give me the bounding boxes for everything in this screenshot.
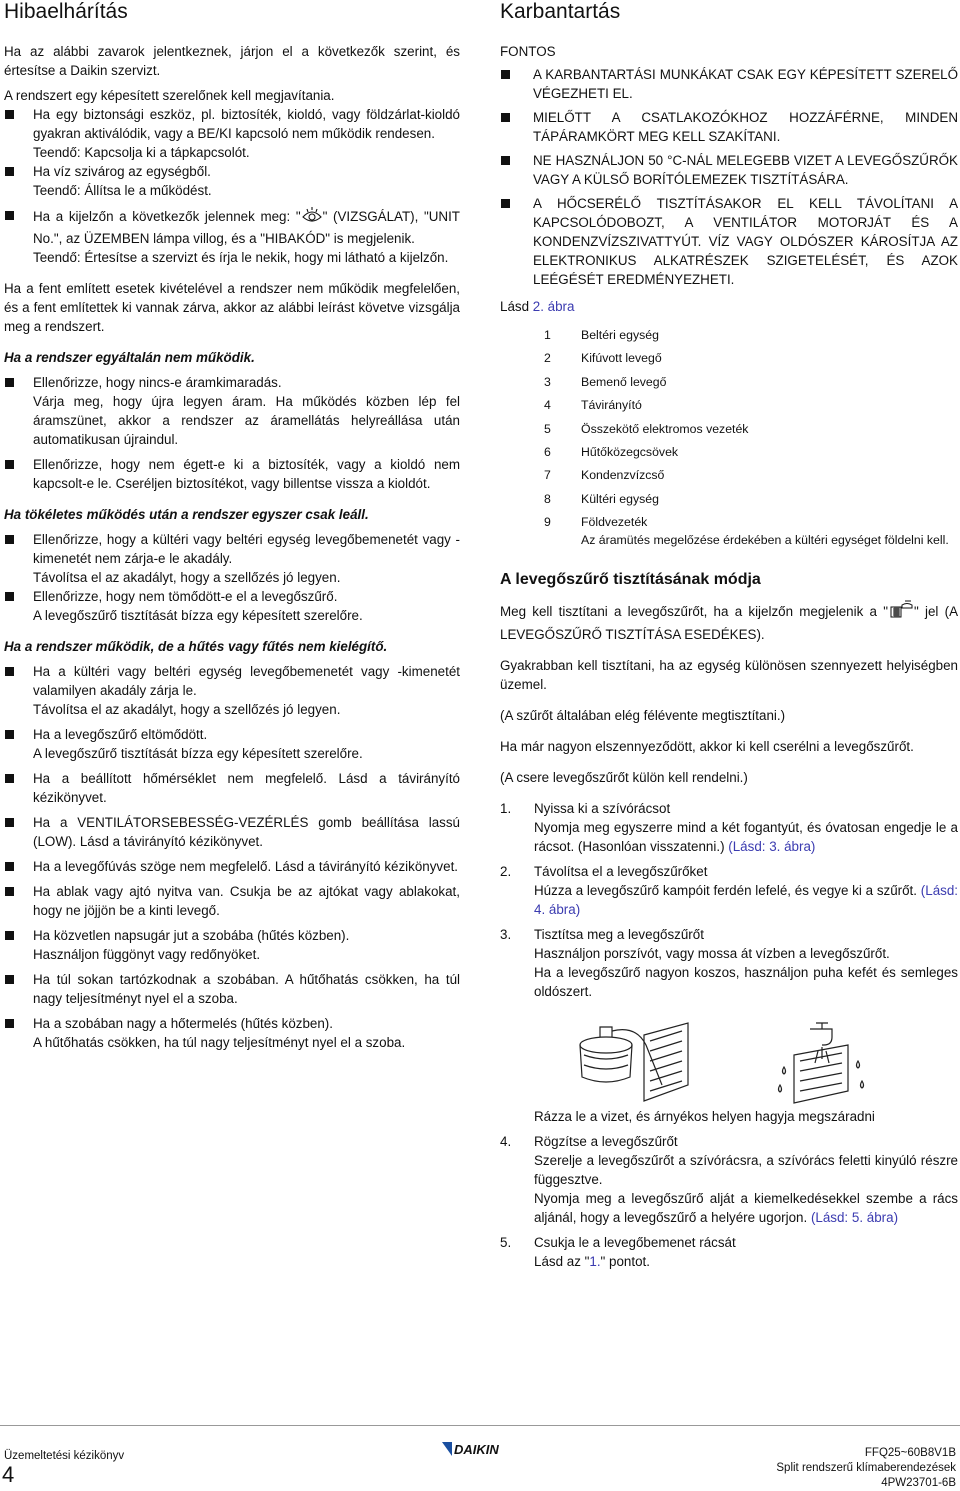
heading-insufficient-cooling: Ha a rendszer működik, de a hűtés vagy fűtés nem kielégítő.: [4, 639, 388, 654]
bullet-square-icon: [5, 774, 14, 783]
filter-para-4: Ha már nagyon elszennyeződött, akkor ki kell cserélni a levegőszűrőt.: [500, 738, 914, 754]
step-2: 2. Távolítsa el a levegőszűrőket Húzza a levegőszűrő kampóit ferdén lefelé, és vegye ki a szűrőt. (Lásd: 4. ábra): [500, 863, 958, 917]
check-item-sunlight: Ha közvetlen napsugár jut a szobába (hűtés közben). Használjon függönyt vagy redőnyöket.: [4, 926, 460, 964]
caution-item-qualified: A KARBANTARTÁSI MUNKÁKAT CSAK EGY KÉPESÍTETT SZERELŐ VÉGEZHETI EL.: [500, 65, 958, 103]
legend-number: 4: [544, 398, 551, 413]
bullet-square-icon: [5, 167, 14, 176]
legend-text: Összekötő elektromos vezeték: [581, 421, 749, 436]
warning-bullet-water-leak: Ha víz szivárog az egységből. Teendő: Állítsa le a működést.: [4, 162, 460, 200]
legend-text: Bemenő levegő: [581, 374, 667, 389]
cleaning-illustration: [566, 1015, 958, 1105]
legend-number: 6: [544, 444, 551, 459]
page-number: 4: [2, 1462, 15, 1487]
filter-para-5: (A csere levegőszűrőt külön kell rendelni.): [500, 769, 748, 785]
legend-text: Hűtőközegcsövek: [581, 444, 679, 459]
bullet-square-icon: [501, 70, 510, 79]
heading-filter-cleaning: A levegőszűrő tisztításának módja: [500, 570, 761, 588]
maintenance-column: [500, 0, 958, 1271]
legend-number: 2: [544, 351, 551, 366]
bullet-square-icon: [501, 199, 510, 208]
intro-paragraph-2: A rendszert egy képesített szerelőnek kell megjavítania.: [4, 88, 335, 103]
step-4: 4. Rögzítse a levegőszűrőt Szerelje a levegőszűrőt a szívórácsra, a szívórács feletti kinyúló részre függesztve. Nyomja meg a levegőszűrő alját a kiemelkedésekkel szembe a rács aljánál, hogy a levegőszűrő a helyére ugorjon. (Lásd: 5. ábra): [500, 1133, 958, 1225]
check-item-airflow-angle: Ha a levegőfúvás szöge nem megfelelő. Lásd a távirányító kézikönyvet.: [4, 857, 460, 876]
inspection-eye-icon: [301, 206, 323, 229]
legend-text: Kondenzvízcső: [581, 468, 665, 483]
section-title-troubleshooting: Hibaelhárítás: [4, 0, 128, 23]
caution-item-water-temp: NE HASZNÁLJON 50 °C-NÁL MELEGEBB VIZET A LEVEGŐSZŰRŐK VAGY A KÜLSŐ BORÍTÓLEMEZEK TISZTÍTÁSÁRA.: [500, 151, 958, 189]
bullet-square-icon: [5, 862, 14, 871]
bullet-square-icon: [5, 975, 14, 984]
legend-text: Kültéri egység: [581, 491, 659, 506]
check-item-power: Ellenőrizze, hogy nincs-e áramkimaradás. Várja meg, hogy újra legyen áram. Ha működés közben lép fel áramszünet, akkor a rendszer az áramellátás helyreállása után automatikusan újraindul.: [4, 373, 460, 449]
filter-cleaning-signal-icon: [888, 600, 914, 625]
heading-no-operation: Ha a rendszer egyáltalán nem működik.: [4, 350, 255, 365]
see-figure-reference: Lásd 2. ábra: [500, 299, 575, 314]
heading-sudden-stop: Ha tökéletes működés után a rendszer egyszer csak leáll.: [4, 507, 369, 522]
legend-number: 9: [544, 515, 551, 530]
legend-number: 7: [544, 468, 551, 483]
legend-text: Távirányító: [581, 398, 642, 413]
check-item-window-open: Ha ablak vagy ajtó nyitva van. Csukja be az ajtókat vagy ablakokat, hogy ne jöjjön be a kinti levegő.: [4, 882, 460, 920]
figure-legend: [544, 326, 958, 532]
legend-item: [544, 490, 958, 509]
check-item-air-inlet: Ellenőrizze, hogy a kültéri vagy beltéri egység levegőbemenetét vagy -kimenetét nem zárja-e le akadály. Távolítsa el az akadályt, hogy a szellőzés jó legyen.: [4, 530, 460, 587]
vacuum-and-wash-illustration: [566, 1015, 896, 1107]
bullet-square-icon: [5, 667, 14, 676]
figure-3-link[interactable]: (Lásd: 3. ábra): [728, 838, 816, 854]
legend-number: 8: [544, 491, 551, 506]
figure-2-link[interactable]: 2. ábra: [532, 299, 575, 314]
check-item-heat-generation: Ha a szobában nagy a hőtermelés (hűtés közben). A hűtőhatás csökken, ha túl nagy teljesítményt nyel el a szoba.: [4, 1014, 460, 1052]
legend-item: [544, 513, 958, 532]
step-5: 5. Csukja le a levegőbemenet rácsát Lásd az "1." pontot.: [500, 1234, 736, 1269]
bullet-square-icon: [5, 931, 14, 940]
illustration-caption: Rázza le a vizet, és árnyékos helyen hagyja megszáradni: [534, 1108, 875, 1124]
legend-text: Beltéri egység: [581, 328, 659, 342]
page-footer: [0, 1425, 960, 1489]
bullet-square-icon: [5, 211, 14, 220]
legend-item: [544, 443, 958, 462]
point-1-link[interactable]: 1.: [589, 1253, 601, 1269]
bullet-square-icon: [5, 887, 14, 896]
legend-text: Kifúvott levegő: [581, 351, 662, 366]
figure-4-link[interactable]: (Lásd: 4. ábra): [534, 882, 958, 917]
legend-item: [544, 349, 958, 368]
warning-bullet-display-inspection: Ha a kijelzőn a következők jelennek meg: " " (VIZSGÁLAT), "UNIT No.", az ÜZEMBEN lámpa villog, és a "HIBAKÓD" is megjelenik. Teendő: Értesítse a szervizt és írja le nekik, hogy mi látható a kijelzőn.: [4, 206, 460, 267]
check-item-temperature: Ha a beállított hőmérséklet nem megfelelő. Lásd a távirányító kézikönyvet.: [4, 769, 460, 807]
check-item-fuse: Ellenőrizze, hogy nem égett-e ki a biztosíték, vagy a kioldó nem kapcsolt-e le. Cseréljen biztosítékot, vagy billentse vissza a kioldót.: [4, 455, 460, 493]
filter-para-2: Gyakrabban kell tisztítani, ha az egység különösen szennyezett helyiségben üzemel.: [500, 657, 958, 692]
check-item-obstruction: Ha a kültéri vagy beltéri egység levegőbemenetét vagy -kimenetét valamilyen akadály zárja le. Távolítsa el az akadályt, hogy a szellőzés jó legyen.: [4, 662, 460, 719]
filter-para-1: Meg kell tisztítani a levegőszűrőt, ha a kijelzőn megjelenik a " " jel (A LEVEGŐSZŰRŐ TISZTÍTÁSA ESEDÉKES).: [500, 600, 958, 644]
bullet-square-icon: [5, 730, 14, 739]
bullet-square-icon: [5, 110, 14, 119]
legend-item: [544, 373, 958, 392]
filter-para-3: (A szűrőt általában elég félévente megtisztítani.): [500, 707, 786, 723]
legend-item: [544, 420, 958, 439]
legend-text: Földvezeték: [581, 515, 648, 530]
step-3: 3. Tisztítsa meg a levegőszűrőt Használjon porszívót, vagy mossa át vízben a levegőszűrőt. Ha a levegőszűrő nagyon koszos, használjon puha kefét és semleges oldószert.: [500, 926, 958, 999]
document-code: 4PW23701-6B: [881, 1477, 956, 1489]
bullet-square-icon: [5, 1019, 14, 1028]
bullet-square-icon: [5, 592, 14, 601]
model-code: FFQ25~60B8V1B: [864, 1447, 956, 1459]
caution-item-power-off: MIELŐTT A CSATLAKOZÓKHOZ HOZZÁFÉRNE, MINDEN TÁPÁRAMKÖRT MEG KELL SZAKÍTANI.: [500, 108, 958, 146]
figure-5-link[interactable]: (Lásd: 5. ábra): [810, 1209, 899, 1225]
check-item-too-many-people: Ha túl sokan tartózkodnak a szobában. A hűtőhatás csökken, ha túl nagy teljesítményt nyel el a szoba.: [4, 970, 460, 1008]
product-description: Split rendszerű klímaberendezések: [776, 1462, 956, 1474]
important-label: FONTOS: [500, 44, 556, 59]
manual-name: Üzemeltetési kézikönyv: [4, 1450, 125, 1462]
bullet-square-icon: [501, 113, 510, 122]
intro-paragraph: Ha az alábbi zavarok jelentkeznek, járjon el a következők szerint, és értesítse a Daikin szervizt.: [4, 44, 460, 78]
general-check-paragraph: Ha a fent említett esetek kivételével a rendszer nem működik megfelelően, és a fent említettek ki vannak zárva, akkor az alábbi leírást követve vizsgálja meg a rendszert.: [4, 281, 460, 334]
legend-number: 3: [544, 374, 551, 389]
step-1: 1. Nyissa ki a szívórácsot Nyomja meg egyszerre mind a két fogantyút, és óvatosan engedje le a rácsot. (Hasonlóan visszatenni.) (Lásd: 3. ábra): [500, 800, 958, 854]
daikin-logo: [442, 1442, 514, 1456]
bullet-square-icon: [5, 378, 14, 387]
check-item-clogged-filter: Ha a levegőszűrő eltömődött. A levegőszűrő tisztítását bízza egy képesített szerelőre.: [4, 725, 460, 763]
bullet-square-icon: [5, 535, 14, 544]
legend-item: [544, 326, 958, 345]
legend-ground-note: Az áramütés megelőzése érdekében a kültéri egységet földelni kell.: [581, 532, 949, 547]
troubleshooting-column: [4, 0, 460, 1052]
section-title-maintenance: Karbantartás: [500, 0, 621, 23]
bullet-square-icon: [5, 818, 14, 827]
check-item-fan-speed: Ha a VENTILÁTORSEBESSÉG-VEZÉRLÉS gomb beállítása lassú (LOW). Lásd a távirányító kézikönyvet.: [4, 813, 460, 851]
bullet-square-icon: [501, 156, 510, 165]
caution-item-heat-exchanger: A HŐCSERÉLŐ TISZTÍTÁSAKOR EL KELL TÁVOLÍTANI A KAPCSOLÓDOBOZT, A VENTILÁTOR MOTORJÁT ÉS A KONDENZVÍZSZIVATTYÚT. VÍZ VAGY OLDÓSZER KÁROSÍTJA AZ ELEKTRONIKUS ALKATRÉSZEK SZIGETELÉSÉT, ÉS AZOK LEÉGÉSÉT EREDMÉNYEZHETI.: [500, 194, 958, 289]
legend-number: 1: [544, 328, 551, 342]
bullet-square-icon: [5, 460, 14, 469]
warning-bullet-safety-device: Ha egy biztonsági eszköz, pl. biztosíték, kioldó, vagy földzárlat-kioldó gyakran aktiválódik, vagy a BE/KI kapcsoló nem működik rendesen. Teendő: Kapcsolja ki a tápkapcsolót.: [4, 105, 460, 162]
legend-number: 5: [544, 421, 551, 436]
legend-item: [544, 396, 958, 415]
legend-item: [544, 466, 958, 485]
brand-text: DAIKIN: [454, 1442, 499, 1456]
model-info: [776, 1446, 956, 1491]
check-item-filter: Ellenőrizze, hogy nem tömődött-e el a levegőszűrő. A levegőszűrő tisztítását bízza egy képesített szerelőre.: [4, 587, 460, 625]
